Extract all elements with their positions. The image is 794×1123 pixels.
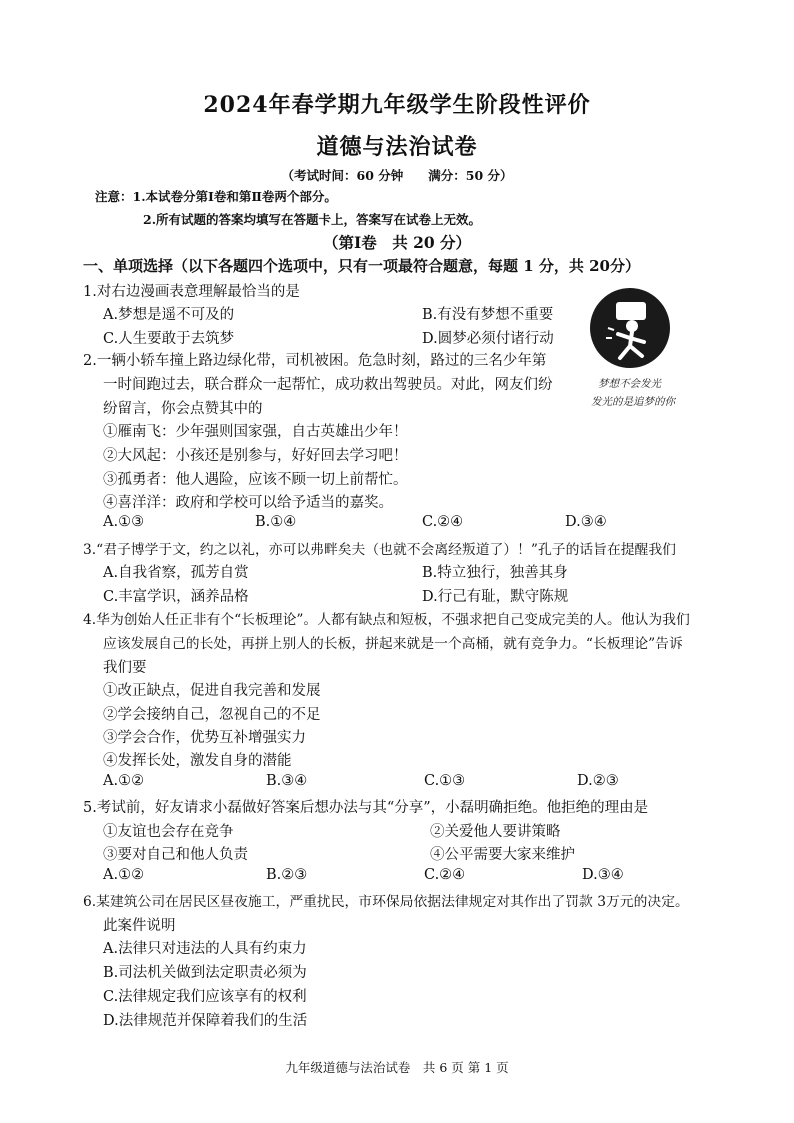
q3-option-b: B.特立独行，独善其身 [422,565,568,581]
section-heading: 一、单项选择（以下各题四个选项中，只有一项最符合题意，每题 1 分，共 20分） [83,257,640,275]
note-line-1: 注意：1.本试卷分第Ⅰ卷和第Ⅱ卷两个部分。 [95,189,337,204]
q1-option-a: A.梦想是遥不可及的 [103,307,235,323]
q1-option-b: B.有没有梦想不重要 [422,307,554,323]
question-1-stem: 1.对右边漫画表意理解最恰当的是 [83,284,300,300]
q2-item-2: ②大风起：小孩还是别参与，好好回去学习吧！ [103,448,408,464]
q2-item-3: ③孤勇者：他人遇险，应该不顾一切上前帮忙。 [103,472,408,488]
volume-heading: （第Ⅰ卷 共 20 分） [322,233,472,252]
running-figure-icon [590,288,670,368]
question-2-stem-3: 纷留言，你会点赞其中的 [103,401,263,417]
q2-option-b: B.①④ [255,514,297,530]
q5-option-d: D.③④ [582,867,624,883]
cartoon-image [590,288,670,368]
q4-option-b: B.③④ [266,773,308,789]
q5-option-a: A.①② [103,867,145,883]
question-2-stem-1: 2.一辆小轿车撞上路边绿化带，司机被困。危急时刻，路过的三名少年第 [83,353,547,369]
q4-item-2: ②学会接纳自己，忽视自己的不足 [103,707,321,723]
page-title: 2024年春学期九年级学生阶段性评价 [203,92,591,118]
q4-option-a: A.①② [103,773,145,789]
q5-option-c: C.②④ [424,867,466,883]
page-footer: 九年级道德与法治试卷 共 6 页 第 1 页 [285,1060,509,1075]
q2-item-1: ①雁南飞：少年强则国家强，自古英雄出少年！ [103,424,408,440]
q6-option-c: C.法律规定我们应该享有的权利 [103,989,307,1005]
q2-option-c: C.②④ [422,514,464,530]
q2-option-d: D.③④ [565,514,607,530]
question-4-stem-3: 我们要 [103,660,147,676]
q3-option-d: D.行己有耻，默守陈规 [422,589,569,605]
q4-option-d: D.②③ [577,773,619,789]
cartoon-caption-1: 梦想不会发光 [598,378,661,390]
q3-option-a: A.自我省察，孤芳自赏 [103,565,249,581]
q6-option-d: D.法律规范并保障着我们的生活 [103,1013,308,1029]
q6-option-b: B.司法机关做到法定职责必须为 [103,965,307,981]
q5-item-4: ④公平需要大家来维护 [430,847,575,863]
question-3-stem: 3.“君子博学于文，约之以礼，亦可以弗畔矣夫（也就不会离经叛道了）！”孔子的话旨在提醒我们 [83,542,676,558]
question-5-stem: 5.考试前，好友请求小磊做好答案后想办法与其“分享”，小磊明确拒绝。他拒绝的理由是 [83,800,649,816]
question-6-stem-2: 此案件说明 [103,918,176,934]
question-4-stem-1: 4.华为创始人任正非有个“长板理论”。人都有缺点和短板，不强求把自己变成完美的人。他认为我们 [83,612,690,628]
question-4-stem-2: 应该发展自己的长处，再拼上别人的长板，拼起来就是一个高桶，就有竞争力。“长板理论”告诉 [103,636,683,652]
q4-item-3: ③学会合作，优势互补增强实力 [103,730,306,746]
q3-option-c: C.丰富学识，涵养品格 [103,589,249,605]
q2-item-4: ④喜洋洋：政府和学校可以给予适当的嘉奖。 [103,495,393,511]
q2-option-a: A.①③ [103,514,145,530]
q5-item-1: ①友谊也会存在竞争 [103,824,234,840]
q5-item-3: ③要对自己和他人负责 [103,847,248,863]
q5-option-b: B.②③ [266,867,308,883]
q1-option-d: D.圆梦必须付诸行动 [422,331,554,347]
question-2-stem-2: 一时间跑过去，联合群众一起帮忙，成功救出驾驶员。对此，网友们纷 [103,377,553,393]
cartoon-caption-2: 发光的是追梦的你 [591,396,675,408]
q6-option-a: A.法律只对违法的人具有约束力 [103,941,307,957]
note-line-2: 2.所有试题的答案均填写在答题卡上，答案写在试卷上无效。 [143,212,482,227]
q4-item-4: ④发挥长处，激发自身的潜能 [103,753,292,769]
q5-item-2: ②关爱他人要讲策略 [430,824,561,840]
exam-info: （考试时间：60 分钟 满分：50 分） [281,168,513,183]
question-6-stem-1: 6.某建筑公司在居民区昼夜施工，严重扰民，市环保局依据法律规定对其作出了罚款 3万元的决定。 [83,894,689,910]
q4-item-1: ①改正缺点，促进自我完善和发展 [103,683,321,699]
q1-option-c: C.人生要敢于去筑梦 [103,331,235,347]
q4-option-c: C.①③ [424,773,466,789]
page-subtitle: 道德与法治试卷 [316,134,478,160]
